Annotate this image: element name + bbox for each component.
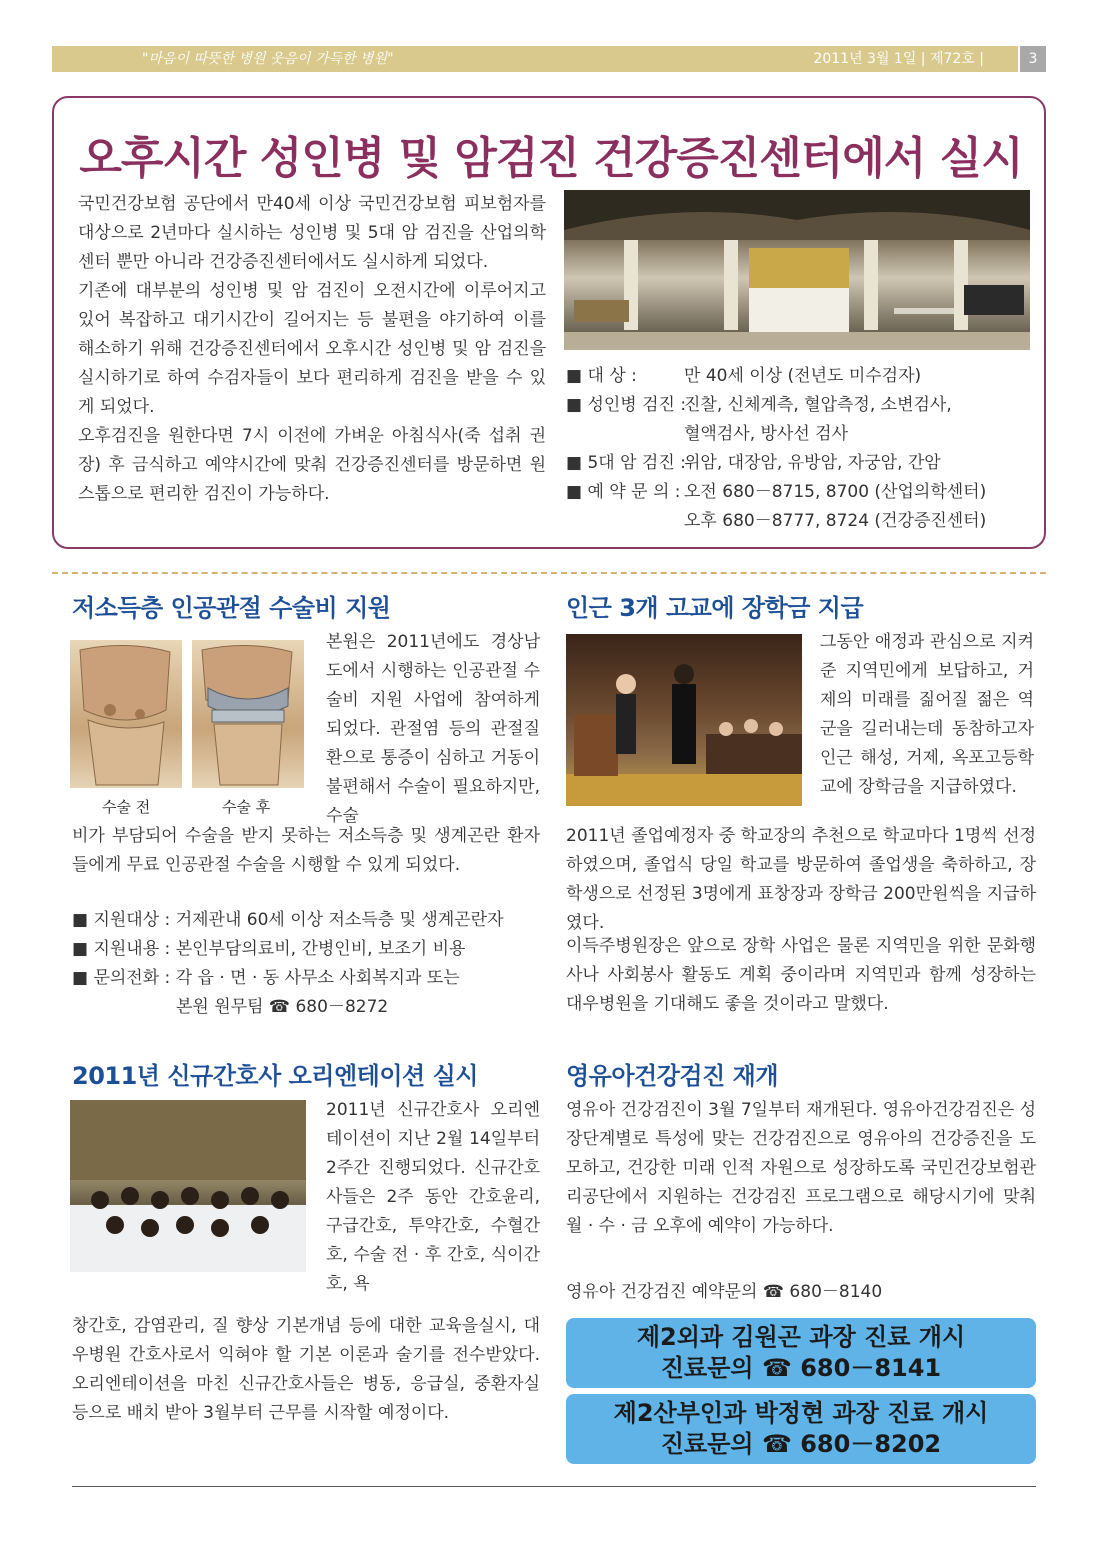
info-label: ■ 성인병 검진 :	[566, 395, 687, 415]
info-value-line: 진찰, 신체계측, 혈압측정, 소변검사,	[684, 395, 952, 415]
nurse-article-wrap-text: 2011년 신규간호사 오리엔테이션이 지난 2월 14일부터 2주간 진행되었다. 신규간호사들은 2주 동안 간호윤리, 구급간호, 투약간호, 수혈간호, 수술 전 · 후 간호, 식이간호, 욕	[326, 1100, 540, 1294]
info-row-reservation	[566, 478, 1036, 536]
info-label: ■ 예 약 문 의 :	[566, 482, 681, 502]
header-slogan: "마음이 따뜻한 병원 웃음이 가득한 병원"	[142, 51, 394, 67]
top-article-body	[78, 190, 546, 509]
infant-article-title: 영유아건강검진 재개	[566, 1062, 779, 1090]
info-value: 만 40세 이상 (전년도 미수검자)	[684, 366, 922, 386]
info-row-cancer	[566, 449, 1036, 478]
top-article-paragraph: 오후검진을 원한다면 7시 이전에 가벼운 아침식사(죽 섭취 권장) 후 금식하고 예약시간에 맞춰 건강증진센터를 방문하면 원스톱으로 편리한 검진이 가능하다.	[78, 426, 546, 504]
bullet-item: ■ 문의전화 : 각 읍 · 면 · 동 사무소 사회복지과 또는	[72, 968, 460, 988]
top-article-title: 오후시간 성인병 및 암검진 건강증진센터에서 실시	[79, 133, 1023, 184]
info-row-target	[566, 362, 1036, 391]
info-value	[684, 391, 1036, 449]
section-divider	[52, 572, 1046, 574]
info-value: 위암, 대장암, 유방암, 자궁암, 간암	[684, 453, 941, 473]
notice-line: 진료문의 ☎ 680－8141	[660, 1354, 942, 1382]
caption-after: 수술 후	[222, 798, 271, 816]
health-center-illustration	[564, 190, 1030, 350]
info-label: ■ 대 상 :	[566, 366, 637, 386]
bullet-item-cont: 본원 원무팀 ☎ 680－8272	[176, 997, 389, 1017]
health-center-photo	[564, 190, 1030, 350]
joint-article-text: 비가 부담되어 수술을 받지 못하는 저소득층 및 생계곤란 환자들에게 무료 인공관절 수술을 시행할 수 있게 되었다.	[72, 826, 540, 875]
joint-article-bullets	[72, 906, 542, 1022]
nurses-group-illustration	[70, 1100, 306, 1272]
top-article-info-list	[566, 362, 1036, 536]
scholarship-text-2: 이득주병원장은 앞으로 장학 사업은 물론 지역민을 위한 문화행사나 사회봉사 활동도 계획 중이라며 지역민과 함께 성장하는 대우병원을 기대해도 좋을 것이라고 말했다.	[566, 936, 1036, 1014]
knee-before-illustration	[70, 640, 182, 788]
top-article-paragraph: 국민건강보험 공단에서 만40세 이상 국민건강보험 피보험자를 대상으로 2년마다 실시하는 성인병 및 5대 암 검진을 산업의학센터 뿐만 아니라 건강증진센터에서도 실시하게 되었다.	[78, 194, 546, 272]
knee-after-image	[192, 640, 304, 788]
info-value-line: 오전 680－8715, 8700 (산업의학센터)	[684, 482, 987, 502]
info-value-line: 혈액검사, 방사선 검사	[684, 424, 849, 444]
header-band	[52, 46, 1018, 72]
top-article-box	[52, 96, 1046, 549]
infant-article-text: 영유아 건강검진이 3월 7일부터 재개된다. 영유아건강검진은 성장단계별로 특성에 맞는 건강검진으로 영유아의 건강증진을 도모하고, 건강한 미래 인적 자원으로 성장하도록 국민건강보험관리공단에서 지원하는 건강검진 프로그램으로 해당시기에 맞춰 월 · 수 · 금 오후에 예약이 가능하다.	[566, 1100, 1037, 1236]
scholarship-photo	[566, 634, 802, 806]
joint-article-title: 저소득층 인공관절 수술비 지원	[72, 594, 391, 622]
info-value	[684, 478, 1036, 536]
footer-rule	[72, 1486, 1036, 1487]
bullet-item: ■ 지원내용 : 본인부담의료비, 간병인비, 보조기 비용	[72, 939, 466, 959]
infant-article-contact: 영유아 건강검진 예약문의 ☎ 680－8140	[566, 1282, 883, 1302]
caption-before: 수술 전	[102, 798, 151, 816]
knee-after-illustration	[192, 640, 304, 788]
joint-article-wrap-text: 본원은 2011년에도 경상남도에서 시행하는 인공관절 수술비 지원 사업에 참여하게 되었다. 관절염 등의 관절질환으로 통증이 심하고 거동이 불편해서 수술이 필요하지만, 수술	[326, 632, 540, 826]
info-row-adult-disease	[566, 391, 1036, 449]
scholarship-article-title: 인근 3개 고교에 장학금 지급	[566, 594, 864, 622]
page-number: 3	[1020, 46, 1046, 72]
nurse-article-title: 2011년 신규간호사 오리엔테이션 실시	[72, 1062, 478, 1090]
notice-obgyn	[566, 1394, 1036, 1464]
scholarship-wrap-text: 그동안 애정과 관심으로 지켜준 지역민에게 보답하고, 거제의 미래를 짊어질 젊은 역군을 길러내는데 동참하고자 인근 해성, 거제, 옥포고등학교에 장학금을 지급하였다.	[820, 632, 1034, 797]
knee-before-image	[70, 640, 182, 788]
scholarship-ceremony-illustration	[566, 634, 802, 806]
notice-line: 진료문의 ☎ 680－8202	[660, 1430, 942, 1458]
header-date-issue: 2011년 3월 1일 | 제72호 |	[813, 51, 984, 67]
scholarship-text-1: 2011년 졸업예정자 중 학교장의 추천으로 학교마다 1명씩 선정하였으며, 졸업식 당일 학교를 방문하여 졸업생을 축하하고, 장학생으로 선정된 3명에게 표창장과 장학금 200만원씩을 지급하였다.	[566, 826, 1036, 933]
nurse-article-text: 창간호, 감염관리, 질 향상 기본개념 등에 대한 교육을실시, 대우병원 간호사로서 익혀야 할 기본 이론과 술기를 전수받았다. 오리엔테이션을 마친 신규간호사들은 병동, 응급실, 중환자실 등으로 배치 받아 3월부터 근무를 시작할 예정이다.	[72, 1316, 540, 1423]
info-label: ■ 5대 암 검진 :	[566, 453, 686, 473]
info-value-line: 오후 680－8777, 8724 (건강증진센터)	[684, 511, 987, 531]
bullet-item: ■ 지원대상 : 거제관내 60세 이상 저소득층 및 생계곤란자	[72, 910, 504, 930]
top-article-paragraph: 기존에 대부분의 성인병 및 암 검진이 오전시간에 이루어지고 있어 복잡하고 대기시간이 길어지는 등 불편을 야기하여 이를 해소하기 위해 건강증진센터에서 오후시간 성인병 및 암 검진을 실시하기로 하여 수검자들이 보다 편리하게 검진을 받을 수 있게 되었다.	[78, 281, 546, 417]
notice-surgery	[566, 1318, 1036, 1388]
nurses-group-photo	[70, 1100, 306, 1272]
notice-line: 제2산부인과 박정현 과장 진료 개시	[613, 1399, 989, 1427]
notice-line: 제2외과 김원곤 과장 진료 개시	[636, 1323, 966, 1351]
